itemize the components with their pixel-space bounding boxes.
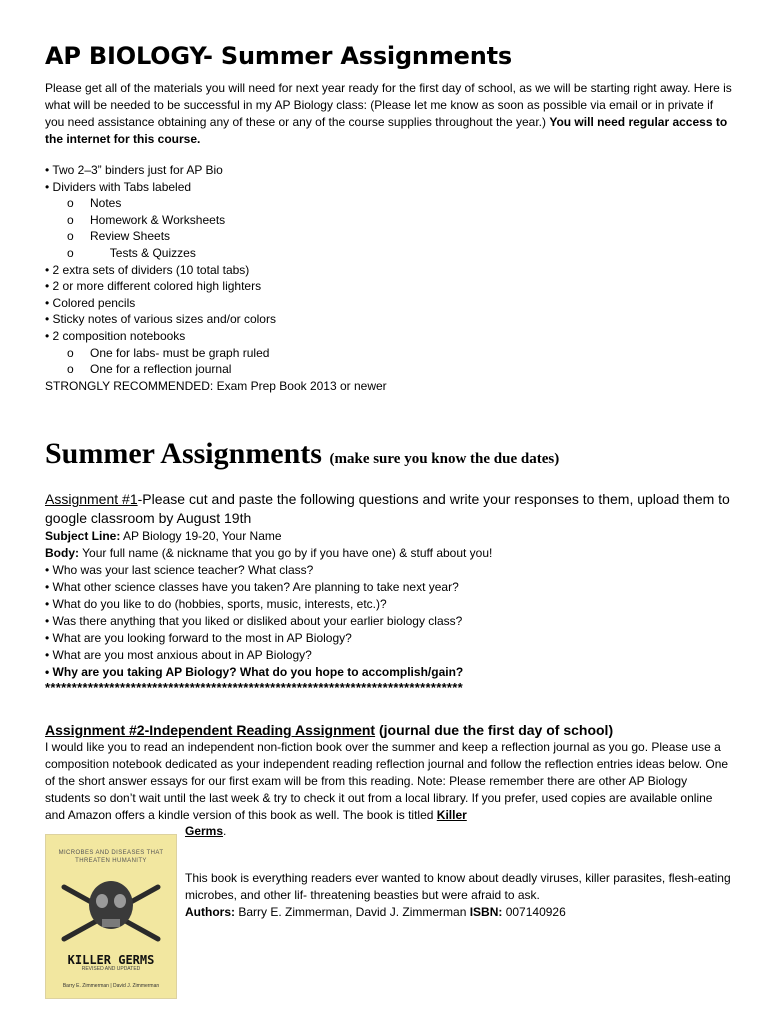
question-item: • What do you like to do (hobbies, sports, music, interests, etc.)? xyxy=(45,597,387,612)
question-item: • What are you most anxious about in AP Biology? xyxy=(45,648,312,663)
document-page xyxy=(45,42,735,994)
subject-line: Subject Line: AP Biology 19-20, Your Name xyxy=(45,529,282,544)
description-text: This book is everything readers ever wanted to know about deadly viruses, killer parasites, flesh-eating microbes, and other lif- threatening beasties but were afraid to ask. xyxy=(185,871,731,903)
book-section xyxy=(45,824,735,994)
authors-line: Authors: Barry E. Zimmerman, David J. Zimmerman ISBN: 007140926 xyxy=(185,905,566,920)
list-item: • 2 or more different colored high lighters xyxy=(45,279,262,294)
skull-crossbones-icon xyxy=(46,869,176,949)
assignment2-text: I would like you to read an independent non-fiction book over the summer and keep a reflection journal as you go. Please use a composition notebook dedicated as your independent reading reflection journal and follow the reflection entries ideas below. One of the short answer essays for our first exam will be from this reading. Note: Please remember there are other AP Biology students so don’t wait until the last week & try to check it out from a local library. If you prefer, used copies are available online and Amazon offers a kindle version of this book as well. The book is titled Killer xyxy=(45,740,729,823)
list-item: • Colored pencils xyxy=(45,295,136,310)
page-title: AP BIOLOGY- Summer Assignments xyxy=(45,42,512,70)
cover-top-text: MICROBES AND DISEASES THAT THREATEN HUMANITY xyxy=(58,850,164,865)
question-item: • What other science classes have you taken? Are planning to take next year? xyxy=(45,580,459,595)
book-cover-image xyxy=(45,834,177,999)
sub-item: o One for a reflection journal xyxy=(67,362,232,377)
intro-paragraph: Please get all of the materials you will need for next year ready for the first day of school, as we will be starting right away. Here is what will be needed to be successful in my AP Biology class: (Please let me know as soon as possible via email or in private if you need assistance obtaining any of these or any of the course supplies throughout the year.) You will need regular access to the internet for this course. xyxy=(45,81,732,146)
assignment1-heading: Assignment #1-Please cut and paste the following questions and write your responses to them, upload them to google classroom by August 19th xyxy=(45,491,730,527)
sub-item: o One for labs- must be graph ruled xyxy=(67,345,270,360)
cover-subtitle: REVISED AND UPDATED xyxy=(81,966,141,973)
book-title-continued: Germs. xyxy=(185,824,227,839)
question-item: • Why are you taking AP Biology? What do you hope to accomplish/gain? xyxy=(45,665,464,680)
list-item: • 2 composition notebooks xyxy=(45,328,186,343)
supplies-list xyxy=(45,162,735,394)
book-description xyxy=(185,870,735,921)
section-heading: Summer Assignments (make sure you know the due dates) xyxy=(45,437,560,471)
sub-item: o Homework & Worksheets xyxy=(67,212,226,227)
list-item: • Two 2–3” binders just for AP Bio xyxy=(45,163,223,177)
star-divider: ****************************************************************************** xyxy=(45,681,464,696)
sub-item: o Tests & Quizzes xyxy=(67,245,196,260)
question-item: • Who was your last science teacher? What class? xyxy=(45,563,314,578)
body-line: Body: Your full name (& nickname that you go by if you have one) & stuff about you! xyxy=(45,546,493,561)
sub-item: o Review Sheets xyxy=(67,229,171,244)
recommended-line: STRONGLY RECOMMENDED: Exam Prep Book 2013 or newer xyxy=(45,378,387,393)
question-item: • What are you looking forward to the most in AP Biology? xyxy=(45,631,352,646)
list-item: • Sticky notes of various sizes and/or colors xyxy=(45,312,276,327)
assignment2-heading: Assignment #2-Independent Reading Assignment (journal due the first day of school) xyxy=(45,722,614,739)
question-item: • Was there anything that you liked or disliked about your earlier biology class? xyxy=(45,614,463,629)
list-item: • 2 extra sets of dividers (10 total tabs) xyxy=(45,262,250,277)
list-item: • Dividers with Tabs labeled xyxy=(45,179,192,194)
cover-authors: Barry E. Zimmerman | David J. Zimmerman xyxy=(62,983,160,990)
cover-title: KILLER GERMS xyxy=(67,953,155,968)
sub-item: o Notes xyxy=(67,196,122,211)
